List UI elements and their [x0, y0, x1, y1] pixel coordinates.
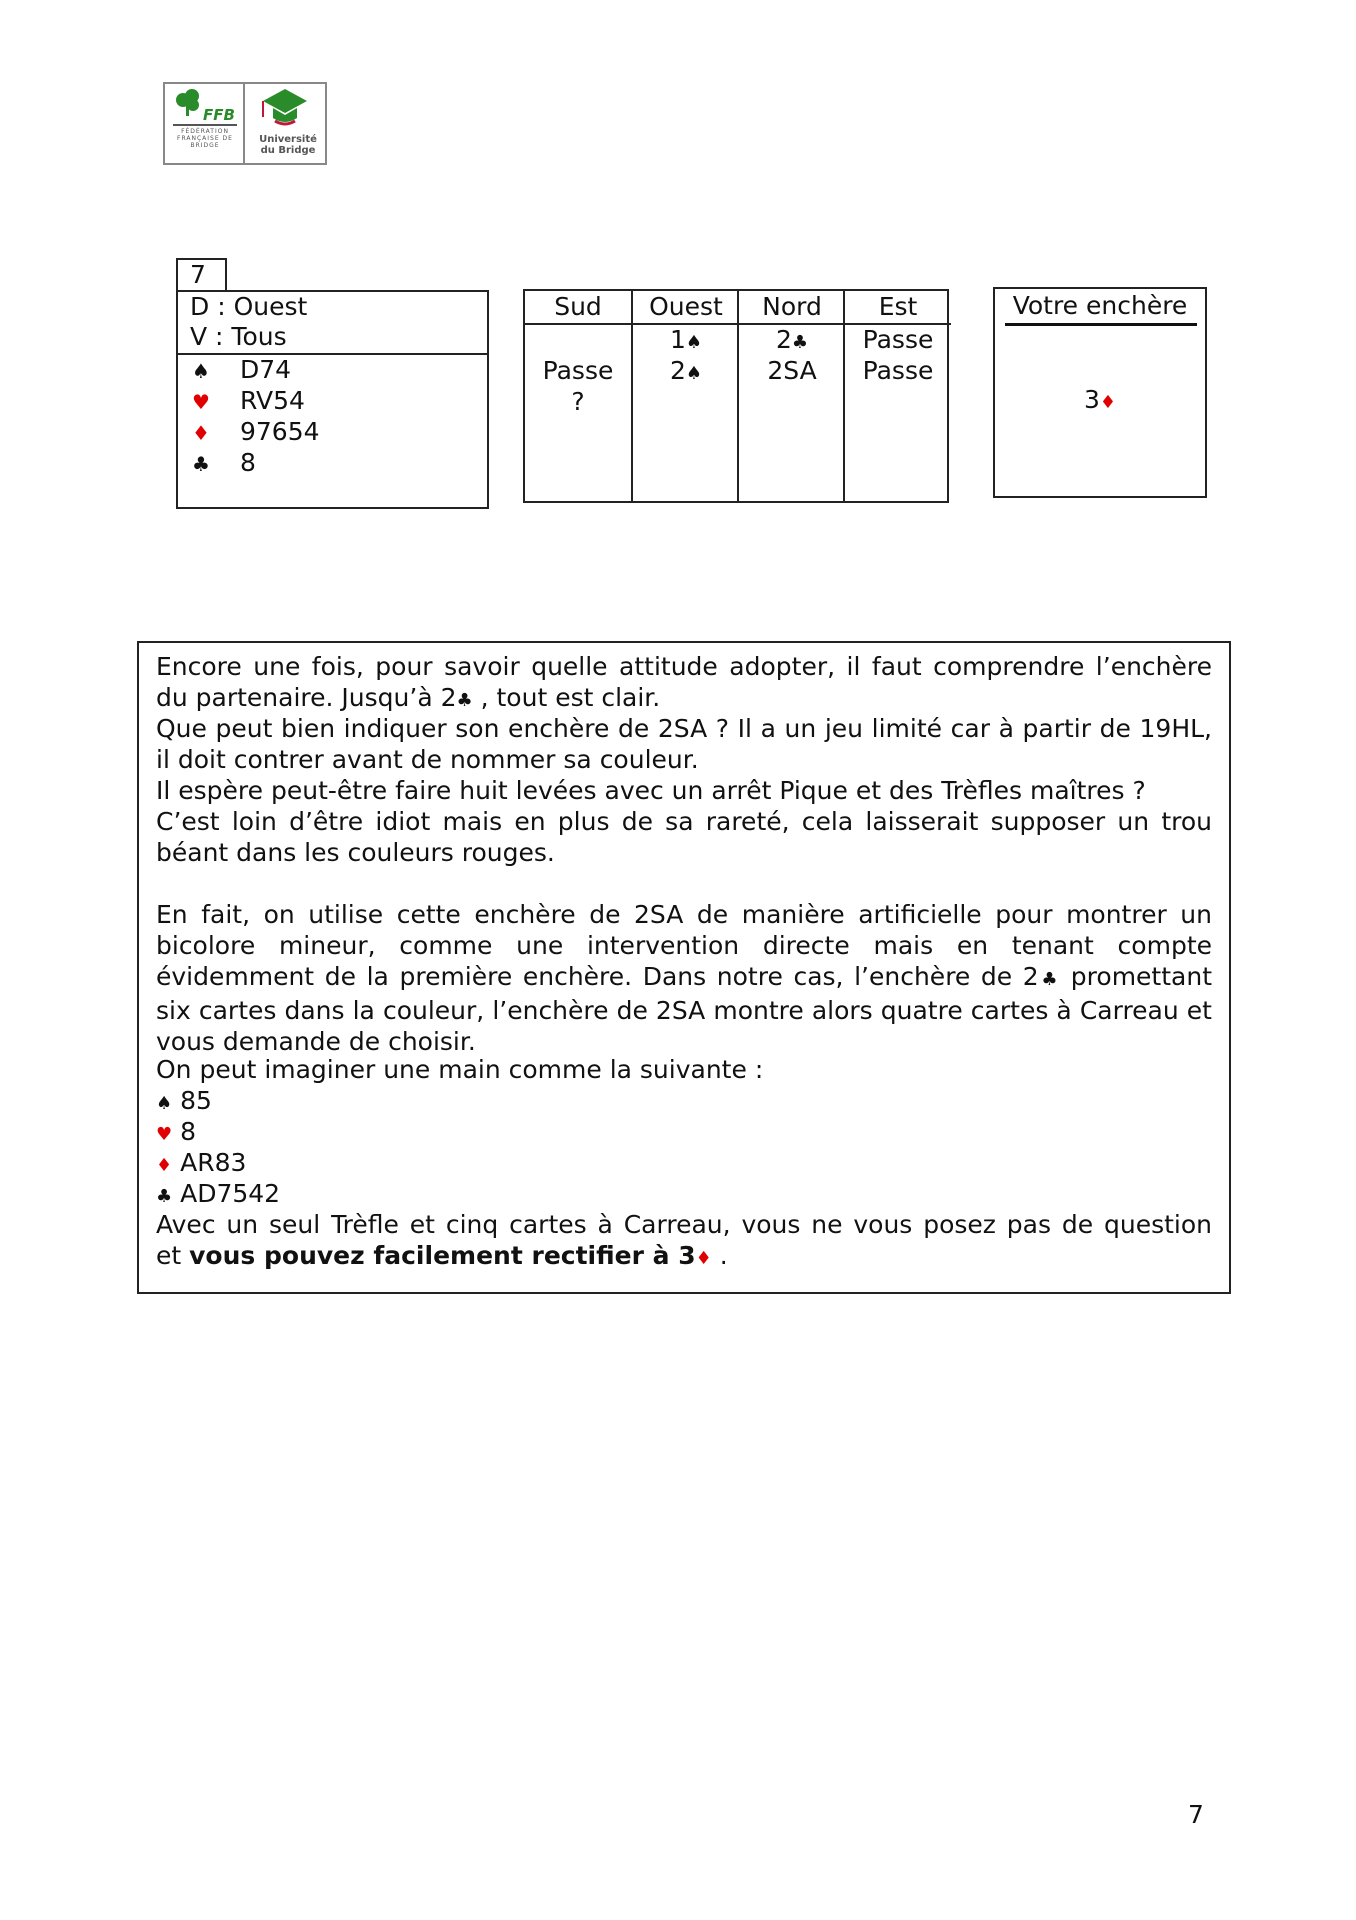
explanation-line: Encore une fois, pour savoir quelle attitude adopter, il faut comprendre l’enchère — [156, 652, 1212, 681]
auction-header: Sud — [525, 291, 631, 325]
hand-cards: 97654 — [240, 417, 320, 446]
hand-spades — [192, 355, 291, 386]
spade-icon: ♠ — [685, 332, 703, 353]
explanation-line: Il espère peut-être faire huit levées avec un arrêt Pique et des Trèfles maîtres ? — [156, 776, 1146, 805]
club-icon: ♣ — [456, 690, 473, 711]
your-bid-rule — [1005, 323, 1197, 326]
hand-clubs — [192, 448, 256, 479]
club-icon: ♣ — [791, 332, 809, 353]
auction-header: Nord — [739, 291, 845, 325]
auction-cell: Passe — [862, 325, 934, 354]
auction-header: Est — [845, 291, 951, 325]
auction-cell: 2♣ — [775, 325, 809, 354]
page-number: 7 — [1188, 1800, 1204, 1829]
auction-col-ouest — [631, 291, 739, 501]
ffb-logo-left — [165, 84, 245, 163]
heart-icon: ♥ — [156, 1124, 173, 1145]
auction-cell: Passe — [542, 356, 614, 385]
explanation-paragraph: C’est loin d’être idiot mais en plus de sa rareté, cela laisserait supposer un trou béant dans les couleurs rouges. — [156, 807, 1212, 867]
hand-hearts — [192, 386, 305, 417]
explanation-line: On peut imaginer une main comme la suivante : — [156, 1055, 764, 1084]
ub-text: Université du Bridge — [259, 134, 317, 156]
hand-cards: RV54 — [240, 386, 305, 415]
spade-icon: ♠ — [156, 1093, 173, 1114]
ffb-logo — [163, 82, 327, 165]
deal-box — [176, 290, 489, 509]
diamond-icon: ♦ — [695, 1248, 712, 1269]
ub-logo — [245, 84, 325, 163]
conclusion-line: Avec un seul Trèfle et cinq cartes à Carreau, vous ne vous posez pas de question — [156, 1210, 1212, 1239]
spade-icon: ♠ — [685, 363, 703, 384]
hand-diamonds — [192, 417, 320, 448]
auction-cell: 2♠ — [669, 356, 703, 385]
example-spades: ♠ 85 — [156, 1086, 212, 1115]
graduation-cap-icon — [245, 84, 325, 132]
heart-icon: ♥ — [192, 390, 210, 414]
auction-cell: 2SA — [767, 356, 817, 385]
board-number: 7 — [176, 258, 227, 291]
example-diamonds: ♦ AR83 — [156, 1148, 247, 1177]
diamond-icon: ♦ — [192, 421, 210, 445]
diamond-icon: ♦ — [156, 1155, 173, 1176]
explanation-line: du partenaire. Jusqu’à 2♣ , tout est clair. — [156, 683, 661, 712]
auction-cell: 1♠ — [669, 325, 703, 354]
your-bid-answer: 3♦ — [1083, 385, 1117, 414]
ffb-text: FFB — [203, 106, 235, 124]
auction-cell: Passe — [862, 356, 934, 385]
example-clubs: ♣ AD7542 — [156, 1179, 281, 1208]
club-icon: ♣ — [1038, 969, 1061, 990]
your-bid-box — [993, 287, 1207, 498]
dealer: D : Ouest — [190, 292, 308, 321]
your-bid-title: Votre enchère — [1012, 291, 1188, 320]
auction-header: Ouest — [633, 291, 739, 325]
auction-col-nord — [737, 291, 845, 501]
auction-cell — [525, 325, 631, 356]
spade-icon: ♠ — [192, 359, 210, 383]
club-icon: ♣ — [192, 452, 210, 476]
diamond-icon: ♦ — [1099, 392, 1117, 413]
conclusion-line: et vous pouvez facilement rectifier à 3♦ . — [156, 1241, 728, 1270]
explanation-box — [137, 641, 1231, 1294]
auction-table — [523, 289, 949, 503]
explanation-paragraph: En fait, on utilise cette enchère de 2SA de manière artificielle pour montrer un bicolore mineur, comme une intervention directe mais en tenant compte évidemment de la première enchère. Dans notre cas, l’enchère de 2♣ promettant six cartes dans la couleur, l’enchère de 2SA montre alors quatre cartes à Carreau et vous demande de choisir. — [156, 900, 1213, 1056]
example-hearts: ♥ 8 — [156, 1117, 196, 1146]
vulnerability: V : Tous — [190, 322, 287, 351]
auction-cell: ? — [571, 387, 585, 416]
hand-cards: D74 — [240, 355, 292, 384]
club-icon: ♣ — [156, 1186, 173, 1207]
hand-cards: 8 — [240, 448, 256, 477]
auction-col-est — [843, 291, 951, 501]
auction-col-sud — [525, 291, 631, 501]
explanation-paragraph: Que peut bien indiquer son enchère de 2SA ? Il a un jeu limité car à partir de 19HL, il doit contrer avant de nommer sa couleur. — [156, 714, 1212, 774]
ffb-subtitle: FÉDÉRATION FRANÇAISE DE BRIDGE — [177, 128, 233, 149]
